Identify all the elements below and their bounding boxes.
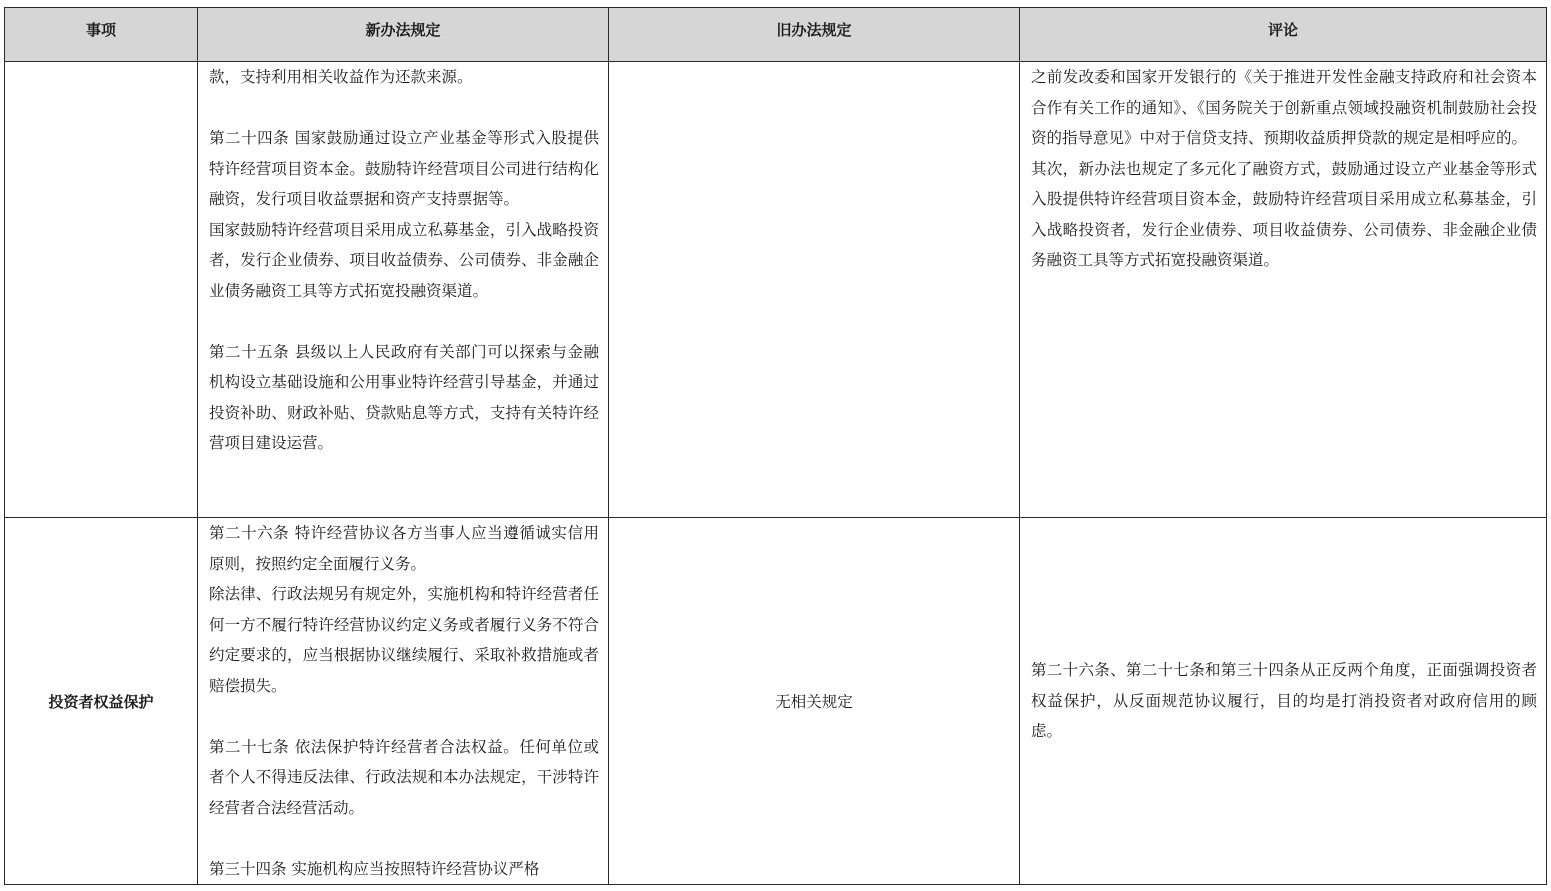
header-item: 事项 <box>5 8 198 62</box>
table-row <box>5 62 1547 518</box>
blank-line <box>209 701 599 732</box>
paragraph: 之前发改委和国家开发银行的《关于推进开发性金融支持政府和社会资本合作有关工作的通知》、《国务院关于创新重点领域投融资机制鼓励社会投资的指导意见》中对于信贷支持、预期收益质押贷款的规定是相呼应的。 <box>1031 68 1537 147</box>
header-comment: 评论 <box>1020 8 1547 62</box>
row1-new-rules-cell <box>198 62 609 518</box>
blank-line <box>209 823 599 854</box>
header-old-rules: 旧办法规定 <box>609 8 1020 62</box>
row2-item: 投资者权益保护 <box>48 692 154 711</box>
row2-new-rules <box>198 518 608 884</box>
comparison-document <box>4 7 1546 884</box>
paragraph: 国家鼓励特许经营项目采用成立私募基金，引入战略投资者，发行企业债券、项目收益债券、公司债券、非金融企业债务融资工具等方式拓宽投融资渠道。 <box>209 220 599 300</box>
row2-comment <box>1020 655 1546 747</box>
row2-old-rules-cell <box>609 518 1020 885</box>
row1-old-rules-cell <box>609 62 1020 518</box>
row1-comment <box>1020 62 1546 276</box>
comparison-table <box>4 7 1547 885</box>
paragraph: 第二十七条 依法保护特许经营者合法权益。任何单位或者个人不得违反法律、行政法规和本办法规定，干涉特许经营者合法经营活动。 <box>209 737 599 817</box>
row2-old-rules: 无相关规定 <box>775 693 853 711</box>
blank-line <box>209 93 599 124</box>
paragraph: 除法律、行政法规另有规定外，实施机构和特许经营者任何一方不履行特许经营协议约定义务或者履行义务不符合约定要求的，应当根据协议继续履行、采取补救措施或者赔偿损失。 <box>209 585 599 695</box>
paragraph: 第二十六条 特许经营协议各方当事人应当遵循诚实信用原则，按照约定全面履行义务。 <box>209 524 599 573</box>
table-header-row <box>5 8 1547 62</box>
paragraph: 第二十六条、第二十七条和第三十四条从正反两个角度，正面强调投资者权益保护，从反面规范协议履行，目的均是打消投资者对政府信用的顾虑。 <box>1031 661 1537 741</box>
header-new-rules: 新办法规定 <box>198 8 609 62</box>
paragraph: 第二十四条 国家鼓励通过设立产业基金等形式入股提供特许经营项目资本金。鼓励特许经营项目公司进行结构化融资，发行项目收益票据和资产支持票据等。 <box>209 129 599 208</box>
row2-new-rules-cell <box>198 518 609 885</box>
paragraph: 第三十四条 实施机构应当按照特许经营协议严格 <box>209 859 540 878</box>
row1-comment-cell <box>1020 62 1547 518</box>
blank-line <box>209 306 599 337</box>
paragraph: 款，支持利用相关收益作为还款来源。 <box>209 68 473 86</box>
row1-item-cell <box>5 62 198 518</box>
paragraph: 第二十五条 县级以上人民政府有关部门可以探索与金融机构设立基础设施和公用事业特许经营引导基金，并通过投资补助、财政补贴、贷款贴息等方式，支持有关特许经营项目建设运营。 <box>209 342 599 452</box>
row1-new-rules <box>198 62 608 459</box>
row2-item-cell <box>5 518 198 885</box>
table-row <box>5 518 1547 885</box>
paragraph: 其次，新办法也规定了多元化了融资方式，鼓励通过设立产业基金等形式入股提供特许经营项目资本金，鼓励特许经营项目采用成立私募基金，引入战略投资者，发行企业债券、项目收益债券、公司债券、非金融企业债务融资工具等方式拓宽投融资渠道。 <box>1031 159 1537 269</box>
row2-comment-cell <box>1020 518 1547 885</box>
